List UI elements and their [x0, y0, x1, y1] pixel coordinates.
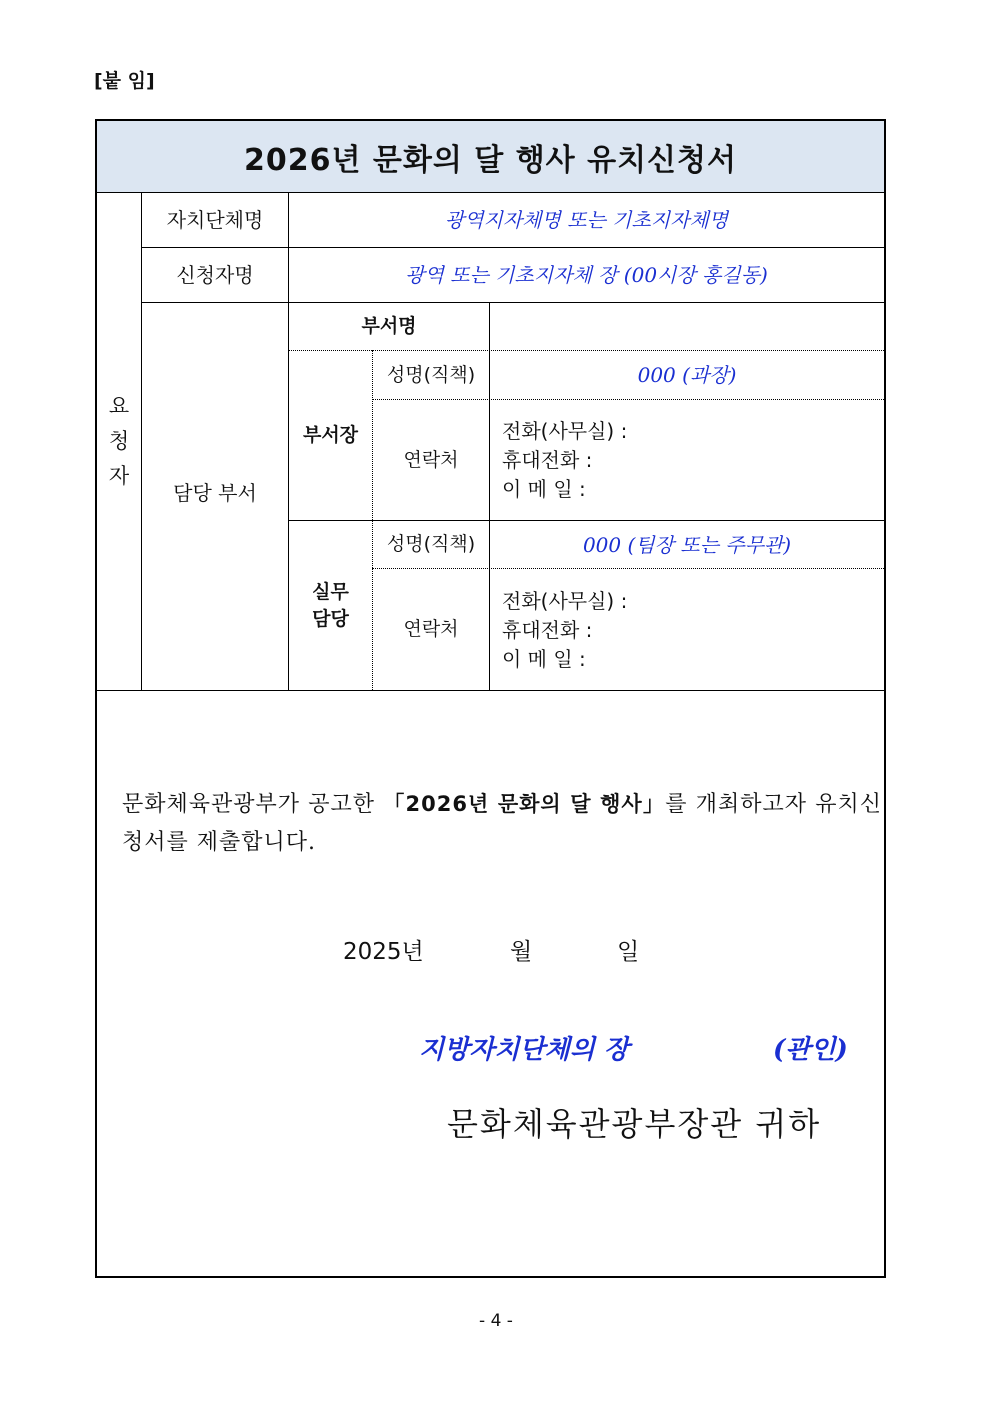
addressee: 문화체육관광부장관 귀하	[447, 1105, 822, 1143]
dept-head-label: 부서장	[302, 424, 359, 447]
applicant-label: 신청자명	[176, 263, 254, 287]
page-number: - 4 -	[479, 1311, 513, 1331]
email-label: 이 메 일 :	[502, 647, 586, 671]
staff-contact-fields[interactable]	[502, 587, 627, 674]
head-name-value[interactable]: 000 (과장)	[637, 363, 737, 387]
statement-text	[122, 785, 882, 862]
staff-label	[289, 521, 372, 690]
phone-office-label: 전화(사무실) :	[502, 419, 628, 443]
applicant-value[interactable]: 광역 또는 기초지자체 장 (00시장 홍길동)	[405, 263, 768, 287]
statement-suffix: 를 개최하고자 유치신청서를 제출합니다.	[122, 792, 882, 855]
date-year: 2025년	[343, 939, 424, 965]
signer-line	[97, 1029, 884, 1069]
head-contact-fields[interactable]	[502, 417, 627, 504]
table-bottom-border	[97, 690, 884, 691]
attachment-label: [붙 임]	[94, 70, 155, 92]
side-char: 청	[108, 428, 130, 453]
email-label: 이 메 일 :	[502, 477, 586, 501]
signer-title: 지방자치단체의 장	[419, 1035, 629, 1065]
requester-side-label	[97, 192, 141, 690]
application-form	[95, 119, 886, 1278]
staff-label-line: 실무	[312, 580, 349, 603]
date-day: 일	[617, 939, 640, 965]
staff-label-line: 담당	[312, 607, 349, 630]
mobile-phone-label: 휴대전화 :	[502, 618, 593, 642]
head-contact-label: 연락처	[403, 448, 459, 471]
mobile-phone-label: 휴대전화 :	[502, 448, 593, 472]
org-name-value[interactable]: 광역지자체명 또는 기초지자체명	[444, 208, 729, 232]
staff-name-label: 성명(직책)	[386, 533, 476, 556]
phone-office-label: 전화(사무실) :	[502, 589, 628, 613]
head-name-label: 성명(직책)	[386, 363, 476, 386]
date-month: 월	[510, 939, 533, 965]
dept-name-value[interactable]	[490, 303, 884, 350]
dept-name-label: 부서명	[361, 315, 417, 338]
staff-name-value[interactable]: 000 (팀장 또는 주무관)	[582, 532, 792, 557]
staff-contact-label: 연락처	[403, 618, 459, 641]
org-name-label: 자치단체명	[166, 208, 264, 232]
official-seal: (관인)	[773, 1035, 848, 1065]
side-char: 요	[108, 393, 130, 418]
side-char: 자	[108, 463, 130, 488]
dept-label	[142, 303, 288, 690]
statement-event-name: 「2026년 문화의 달 행사」	[383, 792, 666, 816]
submission-date	[97, 933, 884, 969]
statement-prefix: 문화체육관광부가 공고한	[122, 792, 376, 817]
form-title: 2026년 문화의 달 행사 유치신청서	[97, 121, 884, 193]
dept-label-text: 담당 부서	[173, 481, 257, 505]
